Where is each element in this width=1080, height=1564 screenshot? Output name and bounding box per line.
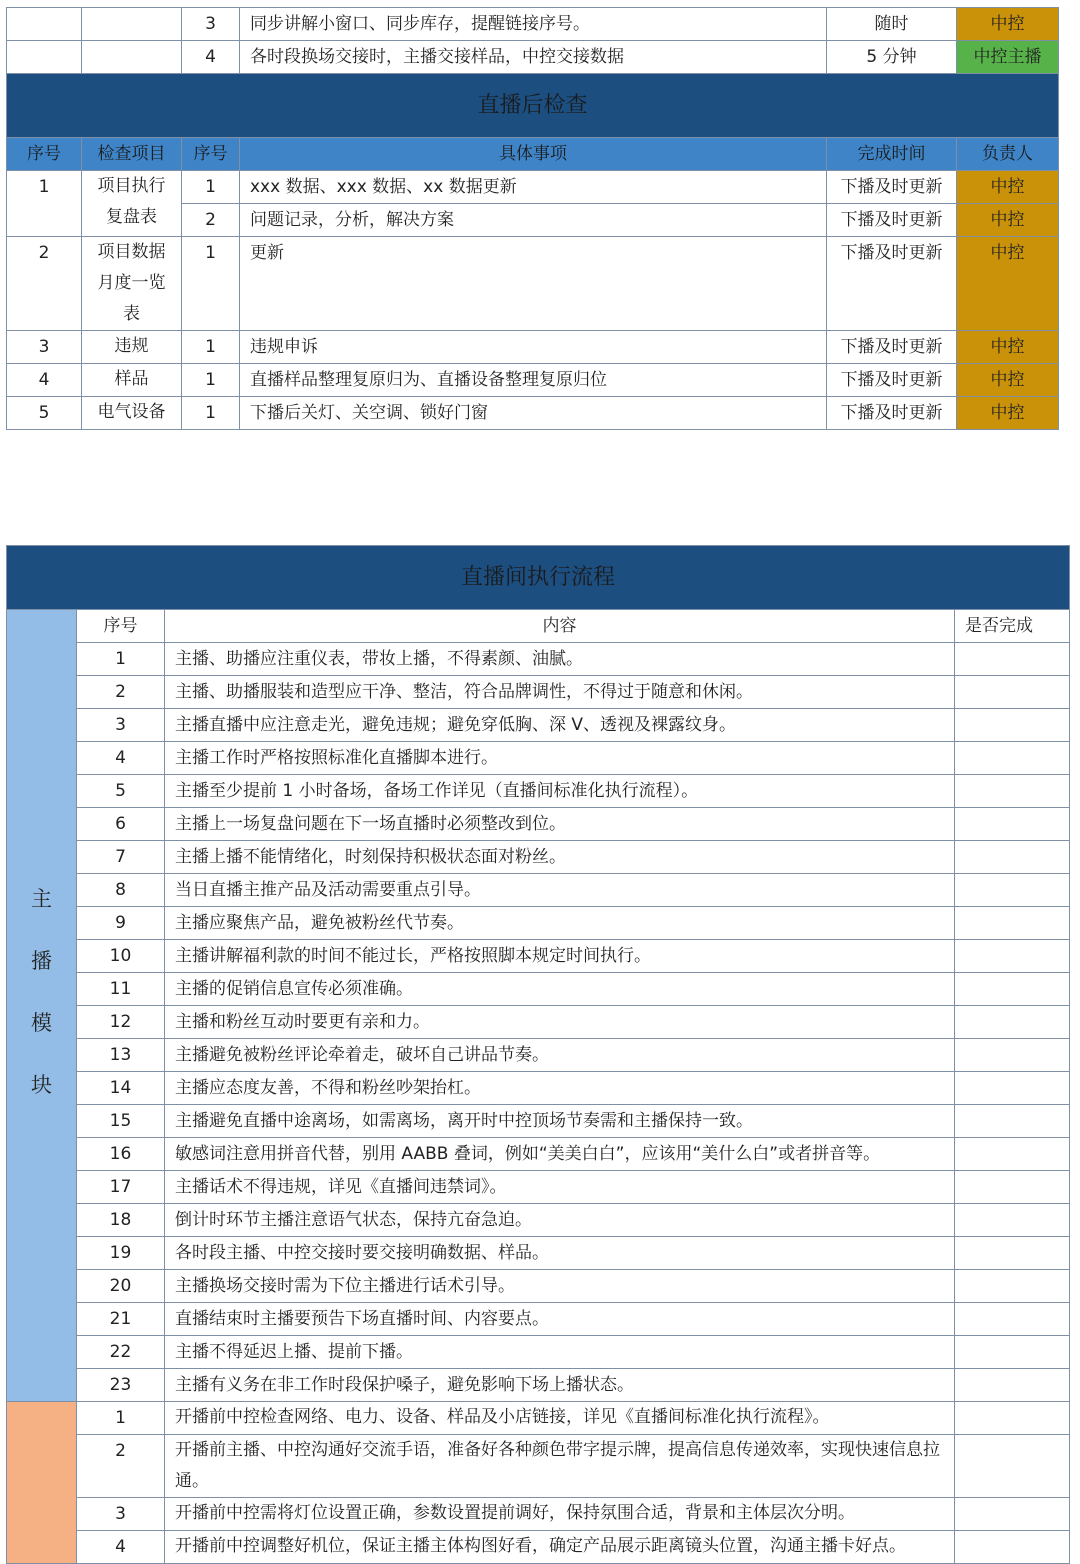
row-detail: 问题记录，分析，解决方案 xyxy=(240,204,827,237)
row-number: 1 xyxy=(77,643,165,676)
module-label-char: 主 xyxy=(31,887,52,911)
flow-row xyxy=(7,808,1070,841)
row-content: 开播前中控调整好机位，保证主播主体构图好看，确定产品展示距离镜头位置，沟通主播卡好点。 xyxy=(165,1531,955,1564)
flow-row xyxy=(7,1435,1070,1498)
group-name: 样品 xyxy=(82,364,182,397)
row-content: 倒计时环节主播注意语气状态，保持亢奋急迫。 xyxy=(165,1204,955,1237)
flow-row xyxy=(7,1006,1070,1039)
row-content: 主播应聚焦产品，避免被粉丝代节奏。 xyxy=(165,907,955,940)
row-time: 5 分钟 xyxy=(827,41,957,74)
group-seq: 5 xyxy=(7,397,82,430)
row-content: 主播避免被粉丝评论牵着走，破坏自己讲品节奏。 xyxy=(165,1039,955,1072)
row-number: 1 xyxy=(77,1402,165,1435)
check-row xyxy=(7,331,1059,364)
row-number: 4 xyxy=(182,41,240,74)
flow-row xyxy=(7,1072,1070,1105)
done-checkbox-cell[interactable] xyxy=(955,1237,1070,1270)
flow-title-band xyxy=(7,546,1070,610)
row-detail: 更新 xyxy=(240,237,827,331)
check-row xyxy=(7,237,1059,331)
group-seq: 1 xyxy=(7,171,82,237)
done-checkbox-cell[interactable] xyxy=(955,808,1070,841)
row-number: 21 xyxy=(77,1303,165,1336)
flow-row xyxy=(7,907,1070,940)
done-checkbox-cell[interactable] xyxy=(955,676,1070,709)
done-checkbox-cell[interactable] xyxy=(955,742,1070,775)
header-seq: 序号 xyxy=(77,610,165,643)
flow-row xyxy=(7,1270,1070,1303)
row-content: 主播不得延迟上播、提前下播。 xyxy=(165,1336,955,1369)
carry-row xyxy=(7,41,1059,74)
flow-row xyxy=(7,1303,1070,1336)
row-number: 10 xyxy=(77,940,165,973)
row-content: 当日直播主推产品及活动需要重点引导。 xyxy=(165,874,955,907)
row-content: 主播直播中应注意走光，避免违规；避免穿低胸、深 V、透视及裸露纹身。 xyxy=(165,709,955,742)
flow-row xyxy=(7,643,1070,676)
header-done-time: 完成时间 xyxy=(827,138,957,171)
row-number: 3 xyxy=(77,709,165,742)
header-row xyxy=(7,138,1059,171)
row-number: 2 xyxy=(77,1435,165,1498)
done-checkbox-cell[interactable] xyxy=(955,973,1070,1006)
row-content: 主播、助播应注重仪表，带妆上播，不得素颜、油腻。 xyxy=(165,643,955,676)
flow-row xyxy=(7,841,1070,874)
row-content: 开播前主播、中控沟通好交流手语，准备好各种颜色带字提示牌，提高信息传递效率，实现快速信息拉通。 xyxy=(165,1435,955,1498)
row-number: 20 xyxy=(77,1270,165,1303)
row-time: 下播及时更新 xyxy=(827,397,957,430)
control-module-label xyxy=(7,1402,77,1564)
header-owner: 负责人 xyxy=(957,138,1059,171)
row-number: 1 xyxy=(182,331,240,364)
row-number: 8 xyxy=(77,874,165,907)
live-room-flow-table xyxy=(6,545,1070,1564)
flow-row xyxy=(7,1336,1070,1369)
row-number: 1 xyxy=(182,237,240,331)
row-number: 6 xyxy=(77,808,165,841)
row-content: 各时段主播、中控交接时要交接明确数据、样品。 xyxy=(165,1237,955,1270)
done-checkbox-cell[interactable] xyxy=(955,643,1070,676)
row-number: 19 xyxy=(77,1237,165,1270)
empty-cell xyxy=(7,41,82,74)
done-checkbox-cell[interactable] xyxy=(955,1270,1070,1303)
flow-row xyxy=(7,1138,1070,1171)
header-seq: 序号 xyxy=(7,138,82,171)
done-checkbox-cell[interactable] xyxy=(955,1171,1070,1204)
flow-row xyxy=(7,742,1070,775)
flow-row xyxy=(7,973,1070,1006)
flow-row xyxy=(7,874,1070,907)
owner-cell: 中控 xyxy=(957,171,1059,204)
header-sub-seq: 序号 xyxy=(182,138,240,171)
row-detail: 违规申诉 xyxy=(240,331,827,364)
done-checkbox-cell[interactable] xyxy=(955,1303,1070,1336)
flow-row xyxy=(7,1039,1070,1072)
post-live-check-table xyxy=(6,7,1059,430)
owner-cell: 中控 xyxy=(957,331,1059,364)
row-number: 5 xyxy=(77,775,165,808)
row-number: 2 xyxy=(77,676,165,709)
section-title: 直播后检查 xyxy=(7,74,1059,138)
row-number: 16 xyxy=(77,1138,165,1171)
row-content: 主播至少提前 1 小时备场，备场工作详见（直播间标准化执行流程）。 xyxy=(165,775,955,808)
row-content: 主播上播不能情绪化，时刻保持积极状态面对粉丝。 xyxy=(165,841,955,874)
row-time: 下播及时更新 xyxy=(827,204,957,237)
row-number: 3 xyxy=(77,1498,165,1531)
owner-cell: 中控 xyxy=(957,204,1059,237)
row-detail: 同步讲解小窗口、同步库存，提醒链接序号。 xyxy=(240,8,827,41)
flow-row xyxy=(7,1105,1070,1138)
done-checkbox-cell[interactable] xyxy=(955,1402,1070,1435)
row-time: 下播及时更新 xyxy=(827,171,957,204)
row-content: 主播的促销信息宣传必须准确。 xyxy=(165,973,955,1006)
done-checkbox-cell[interactable] xyxy=(955,1531,1070,1564)
anchor-module-label xyxy=(7,610,77,1402)
row-number: 13 xyxy=(77,1039,165,1072)
check-row xyxy=(7,397,1059,430)
done-checkbox-cell[interactable] xyxy=(955,775,1070,808)
empty-cell xyxy=(82,8,182,41)
done-checkbox-cell[interactable] xyxy=(955,1039,1070,1072)
section-band xyxy=(7,74,1059,138)
row-number: 11 xyxy=(77,973,165,1006)
done-checkbox-cell[interactable] xyxy=(955,1072,1070,1105)
row-content: 主播话术不得违规，详见《直播间违禁词》。 xyxy=(165,1171,955,1204)
empty-cell xyxy=(7,8,82,41)
done-checkbox-cell[interactable] xyxy=(955,841,1070,874)
flow-title: 直播间执行流程 xyxy=(7,546,1070,610)
row-number: 7 xyxy=(77,841,165,874)
flow-row xyxy=(7,1237,1070,1270)
header-check-item: 检查项目 xyxy=(82,138,182,171)
row-number: 22 xyxy=(77,1336,165,1369)
row-number: 12 xyxy=(77,1006,165,1039)
row-number: 9 xyxy=(77,907,165,940)
flow-row xyxy=(7,775,1070,808)
row-number: 14 xyxy=(77,1072,165,1105)
empty-cell xyxy=(82,41,182,74)
row-number: 4 xyxy=(77,742,165,775)
row-time: 下播及时更新 xyxy=(827,364,957,397)
row-number: 17 xyxy=(77,1171,165,1204)
row-time: 下播及时更新 xyxy=(827,331,957,364)
group-name: 项目数据月度一览表 xyxy=(82,237,182,331)
module-label-char: 块 xyxy=(31,1073,52,1097)
row-number: 18 xyxy=(77,1204,165,1237)
flow-row xyxy=(7,709,1070,742)
row-detail: 各时段换场交接时，主播交接样品，中控交接数据 xyxy=(240,41,827,74)
group-name: 违规 xyxy=(82,331,182,364)
group-name: 电气设备 xyxy=(82,397,182,430)
done-checkbox-cell[interactable] xyxy=(955,709,1070,742)
module-label-char: 模 xyxy=(31,1011,52,1035)
owner-cell: 中控 xyxy=(957,397,1059,430)
row-number: 1 xyxy=(182,397,240,430)
row-number: 1 xyxy=(182,364,240,397)
header-done: 是否完成 xyxy=(955,610,1070,643)
flow-row xyxy=(7,1402,1070,1435)
done-checkbox-cell[interactable] xyxy=(955,907,1070,940)
row-content: 主播应态度友善，不得和粉丝吵架抬杠。 xyxy=(165,1072,955,1105)
done-checkbox-cell[interactable] xyxy=(955,1204,1070,1237)
row-content: 直播结束时主播要预告下场直播时间、内容要点。 xyxy=(165,1303,955,1336)
row-detail: 下播后关灯、关空调、锁好门窗 xyxy=(240,397,827,430)
row-number: 23 xyxy=(77,1369,165,1402)
check-row xyxy=(7,364,1059,397)
owner-cell: 中控主播 xyxy=(957,41,1059,74)
row-content: 主播工作时严格按照标准化直播脚本进行。 xyxy=(165,742,955,775)
row-time: 下播及时更新 xyxy=(827,237,957,331)
row-content: 主播讲解福利款的时间不能过长，严格按照脚本规定时间执行。 xyxy=(165,940,955,973)
done-checkbox-cell[interactable] xyxy=(955,1006,1070,1039)
flow-row xyxy=(7,1171,1070,1204)
row-content: 开播前中控需将灯位设置正确，参数设置提前调好，保持氛围合适，背景和主体层次分明。 xyxy=(165,1498,955,1531)
flow-header-row xyxy=(7,610,1070,643)
done-checkbox-cell[interactable] xyxy=(955,940,1070,973)
row-number: 4 xyxy=(77,1531,165,1564)
group-seq: 3 xyxy=(7,331,82,364)
row-content: 主播和粉丝互动时要更有亲和力。 xyxy=(165,1006,955,1039)
row-content: 主播有义务在非工作时段保护嗓子，避免影响下场上播状态。 xyxy=(165,1369,955,1402)
group-name: 项目执行复盘表 xyxy=(82,171,182,237)
check-row xyxy=(7,171,1059,204)
flow-row xyxy=(7,1369,1070,1402)
flow-row xyxy=(7,1204,1070,1237)
row-content: 开播前中控检查网络、电力、设备、样品及小店链接，详见《直播间标准化执行流程》。 xyxy=(165,1402,955,1435)
module-label-char: 播 xyxy=(31,949,52,973)
row-number: 15 xyxy=(77,1105,165,1138)
row-content: 主播避免直播中途离场，如需离场，离开时中控顶场节奏需和主播保持一致。 xyxy=(165,1105,955,1138)
done-checkbox-cell[interactable] xyxy=(955,1435,1070,1498)
flow-row xyxy=(7,1531,1070,1564)
owner-cell: 中控 xyxy=(957,237,1059,331)
row-detail: 直播样品整理复原归为、直播设备整理复原归位 xyxy=(240,364,827,397)
row-number: 2 xyxy=(182,204,240,237)
done-checkbox-cell[interactable] xyxy=(955,1138,1070,1171)
flow-row xyxy=(7,1498,1070,1531)
group-seq: 4 xyxy=(7,364,82,397)
done-checkbox-cell[interactable] xyxy=(955,1336,1070,1369)
header-content: 内容 xyxy=(165,610,955,643)
owner-cell: 中控 xyxy=(957,364,1059,397)
row-content: 主播上一场复盘问题在下一场直播时必须整改到位。 xyxy=(165,808,955,841)
row-content: 主播换场交接时需为下位主播进行话术引导。 xyxy=(165,1270,955,1303)
flow-row xyxy=(7,676,1070,709)
group-seq: 2 xyxy=(7,237,82,331)
row-content: 主播、助播服装和造型应干净、整洁，符合品牌调性，不得过于随意和休闲。 xyxy=(165,676,955,709)
owner-cell: 中控 xyxy=(957,8,1059,41)
row-number: 3 xyxy=(182,8,240,41)
row-time: 随时 xyxy=(827,8,957,41)
row-detail: xxx 数据、xxx 数据、xx 数据更新 xyxy=(240,171,827,204)
done-checkbox-cell[interactable] xyxy=(955,1369,1070,1402)
done-checkbox-cell[interactable] xyxy=(955,1105,1070,1138)
row-content: 敏感词注意用拼音代替，别用 AABB 叠词，例如“美美白白”，应该用“美什么白”或者拼音等。 xyxy=(165,1138,955,1171)
done-checkbox-cell[interactable] xyxy=(955,874,1070,907)
row-number: 1 xyxy=(182,171,240,204)
done-checkbox-cell[interactable] xyxy=(955,1498,1070,1531)
flow-row xyxy=(7,940,1070,973)
carry-row xyxy=(7,8,1059,41)
header-detail: 具体事项 xyxy=(240,138,827,171)
